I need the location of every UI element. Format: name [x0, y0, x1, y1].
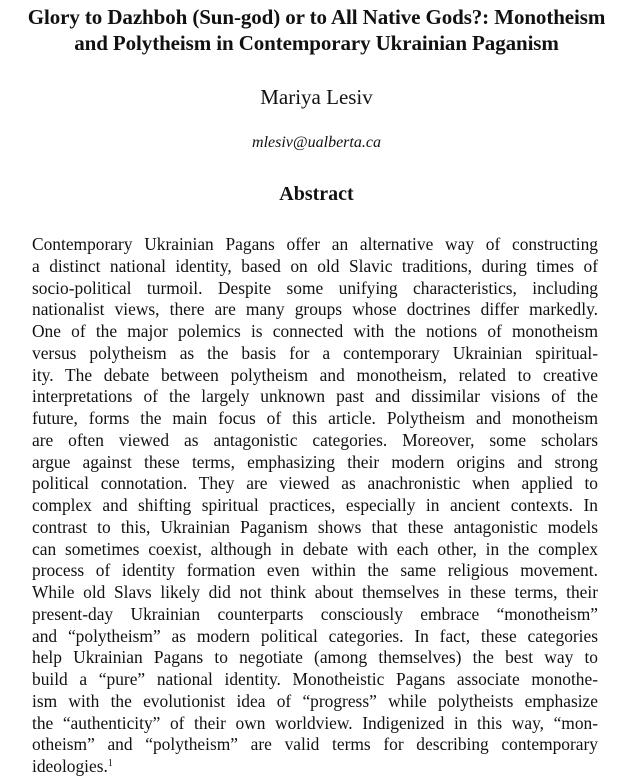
author-name: Mariya Lesiv — [260, 85, 373, 109]
abstract-line: help Ukrainian Pagans to negotiate (among themselves) the best way to — [32, 647, 598, 668]
abstract-line: ity. The debate between polytheism and monotheism, related to creative — [32, 364, 598, 385]
abstract-line: complex and shifting spiritual practices, especially in ancient contexts. In — [32, 495, 598, 515]
abstract-line: process of identity formation even within the same religious movement. — [32, 560, 598, 581]
abstract-heading: Abstract — [279, 183, 354, 205]
abstract-line: argue against these terms, emphasizing their modern origins and strong — [32, 451, 598, 472]
abstract-line: interpretations of the largely unknown past and dissimilar visions of the — [32, 386, 598, 407]
title-line: and Polytheism in Contemporary Ukrainian Paganism — [74, 31, 559, 55]
abstract-line: a distinct national identity, based on old Slavic traditions, during times of — [32, 255, 598, 276]
abstract-line: political connotation. They are viewed as anachronistic when applied to — [32, 473, 598, 494]
abstract-line: socio-political turmoil. Despite some unifying characteristics, including — [32, 277, 598, 298]
abstract-line: While old Slavs likely did not think about themselves in these terms, their — [32, 582, 598, 602]
abstract-line: nationalist views, there are many groups whose doctrines differ markedly. — [32, 299, 598, 320]
abstract-line: build a “pure” national identity. Monotheistic Pagans associate monothe- — [32, 669, 598, 689]
abstract-line: otheism” and “polytheism” are valid terms for describing contemporary — [32, 734, 598, 755]
abstract-line: Contemporary Ukrainian Pagans offer an alternative way of constructing — [32, 234, 598, 254]
abstract-line: versus polytheism as the basis for a contemporary Ukrainian spiritual- — [32, 342, 598, 363]
abstract-line: ism with the evolutionist idea of “progress” while polytheists emphasize — [32, 690, 598, 711]
abstract-line: the “authenticity” of their own worldview. Indigenized in this way, “mon- — [32, 712, 598, 733]
title-line: Glory to Dazhboh (Sun-god) or to All Native Gods?: Monotheism — [27, 5, 606, 29]
abstract-last-line — [32, 756, 598, 778]
abstract-line: present-day Ukrainian counterparts consciously embrace “monotheism” — [32, 603, 598, 624]
paper-title — [0, 4, 633, 56]
abstract-line: and “polytheism” as modern political categories. In fact, these categories — [32, 625, 598, 646]
abstract-line: ideologies. — [32, 756, 108, 776]
abstract-line: future, forms the main focus of this article. Polytheism and monotheism — [32, 408, 598, 428]
abstract-line: are often viewed as antagonistic categories. Moreover, some scholars — [32, 429, 598, 450]
abstract-body — [32, 234, 598, 778]
abstract-line: One of the major polemics is connected with the notions of monotheism — [32, 321, 598, 341]
footnote-marker[interactable]: 1 — [107, 758, 113, 769]
abstract-line: contrast to this, Ukrainian Paganism shows that these antagonistic models — [32, 516, 598, 537]
author-email: mlesiv@ualberta.ca — [252, 134, 381, 151]
abstract-line: can sometimes coexist, although in debate with each other, in the complex — [32, 538, 598, 559]
